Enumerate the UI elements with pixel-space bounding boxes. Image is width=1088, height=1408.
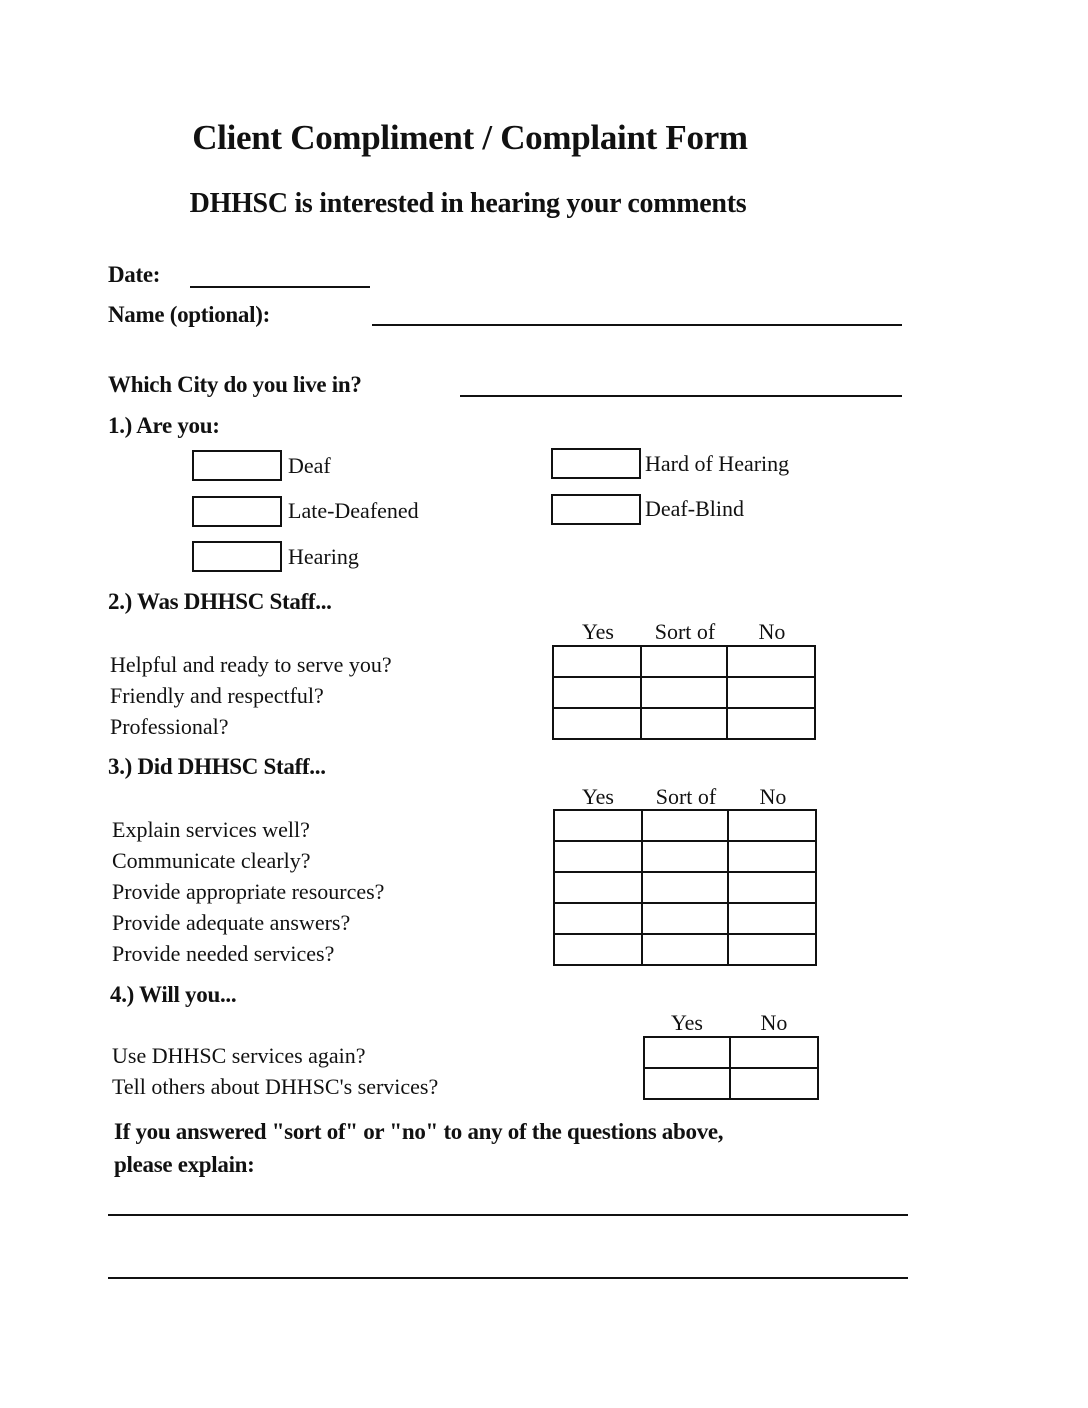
q4-row-use-again: Use DHHSC services again?	[112, 1043, 366, 1068]
q3-cell-resources-no[interactable]	[728, 872, 816, 903]
option-deaf-blind-label: Deaf-Blind	[645, 496, 744, 521]
name-field[interactable]	[372, 324, 902, 326]
date-field[interactable]	[190, 286, 370, 288]
checkbox-hearing[interactable]	[192, 541, 282, 572]
q4-col-no: No	[760, 1010, 788, 1035]
q3-cell-communicate-no[interactable]	[728, 841, 816, 872]
q3-cell-explain-yes[interactable]	[554, 810, 642, 841]
option-hearing-label: Hearing	[288, 544, 359, 569]
explain-answer-line-2[interactable]	[108, 1277, 908, 1279]
checkbox-hard-of-hearing[interactable]	[551, 448, 641, 479]
q3-cell-answers-yes[interactable]	[554, 903, 642, 934]
name-label: Name (optional):	[108, 302, 270, 327]
form-subtitle: DHHSC is interested in hearing your comments	[189, 188, 747, 219]
q2-cell-friendly-sortof[interactable]	[641, 677, 727, 708]
q2-row-professional: Professional?	[110, 714, 229, 739]
q3-row-services: Provide needed services?	[112, 941, 335, 966]
date-label: Date:	[108, 262, 161, 287]
q4-response-grid	[643, 1036, 819, 1100]
q4-cell-tell-others-no[interactable]	[730, 1068, 818, 1099]
option-hard-of-hearing-label: Hard of Hearing	[645, 451, 790, 476]
q3-col-no: No	[759, 784, 787, 809]
q4-cell-use-again-yes[interactable]	[644, 1037, 730, 1068]
q3-row-answers: Provide adequate answers?	[112, 910, 351, 935]
q3-cell-answers-sortof[interactable]	[642, 903, 728, 934]
q2-cell-friendly-yes[interactable]	[553, 677, 641, 708]
q2-cell-professional-no[interactable]	[727, 708, 815, 739]
option-deaf-label: Deaf	[288, 453, 331, 478]
q3-cell-services-yes[interactable]	[554, 934, 642, 965]
q1-heading: 1.) Are you:	[108, 413, 220, 438]
q4-heading: 4.) Will you...	[110, 982, 237, 1007]
q2-cell-helpful-no[interactable]	[727, 646, 815, 677]
q2-cell-professional-sortof[interactable]	[641, 708, 727, 739]
q2-row-helpful: Helpful and ready to serve you?	[110, 652, 392, 677]
q2-cell-helpful-sortof[interactable]	[641, 646, 727, 677]
city-field[interactable]	[460, 395, 902, 397]
q3-response-grid	[553, 809, 817, 966]
q2-cell-friendly-no[interactable]	[727, 677, 815, 708]
q2-response-grid	[552, 645, 816, 740]
q3-row-explain: Explain services well?	[112, 817, 310, 842]
q2-cell-helpful-yes[interactable]	[553, 646, 641, 677]
q4-cell-tell-others-yes[interactable]	[644, 1068, 730, 1099]
q2-col-yes: Yes	[581, 619, 614, 644]
q3-cell-resources-yes[interactable]	[554, 872, 642, 903]
q4-col-yes: Yes	[670, 1010, 703, 1035]
explain-answer-line-1[interactable]	[108, 1214, 908, 1216]
form-title: Client Compliment / Complaint Form	[192, 118, 748, 157]
q3-cell-services-no[interactable]	[728, 934, 816, 965]
q2-row-friendly: Friendly and respectful?	[110, 683, 324, 708]
checkbox-deaf[interactable]	[192, 450, 282, 481]
q3-row-communicate: Communicate clearly?	[112, 848, 311, 873]
q4-row-tell-others: Tell others about DHHSC's services?	[112, 1074, 439, 1099]
q3-col-sortof: Sort of	[655, 784, 717, 809]
q3-cell-services-sortof[interactable]	[642, 934, 728, 965]
explain-prompt-line1: If you answered "sort of" or "no" to any of the questions above,	[114, 1119, 724, 1144]
q2-heading: 2.) Was DHHSC Staff...	[108, 589, 332, 614]
q3-heading: 3.) Did DHHSC Staff...	[108, 754, 326, 779]
q3-col-yes: Yes	[581, 784, 614, 809]
q4-cell-use-again-no[interactable]	[730, 1037, 818, 1068]
q3-cell-communicate-sortof[interactable]	[642, 841, 728, 872]
q3-cell-communicate-yes[interactable]	[554, 841, 642, 872]
q2-col-no: No	[758, 619, 786, 644]
q3-cell-resources-sortof[interactable]	[642, 872, 728, 903]
explain-prompt-line2: please explain:	[114, 1152, 255, 1177]
checkbox-late-deafened[interactable]	[192, 496, 282, 527]
option-late-deafened-label: Late-Deafened	[288, 498, 419, 523]
city-label: Which City do you live in?	[108, 372, 362, 397]
q3-cell-answers-no[interactable]	[728, 903, 816, 934]
q2-cell-professional-yes[interactable]	[553, 708, 641, 739]
q2-col-sortof: Sort of	[654, 619, 716, 644]
q3-cell-explain-sortof[interactable]	[642, 810, 728, 841]
checkbox-deaf-blind[interactable]	[551, 494, 641, 525]
q3-cell-explain-no[interactable]	[728, 810, 816, 841]
q3-row-resources: Provide appropriate resources?	[112, 879, 385, 904]
